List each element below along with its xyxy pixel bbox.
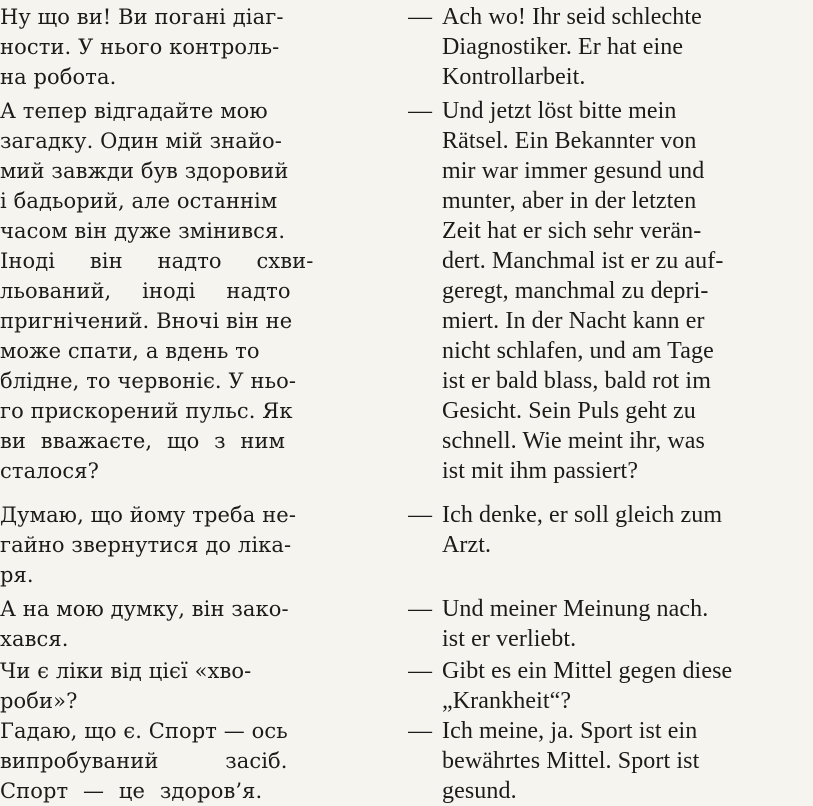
text-line: dert. Manchmal ist er zu auf- bbox=[442, 248, 724, 274]
line-text: Ach wo! Ihr seid schlechte bbox=[442, 4, 702, 30]
text-line: блідне, то червоніє. У ньо- bbox=[0, 369, 297, 393]
de-paragraph-4 bbox=[408, 594, 800, 654]
de-paragraph-5 bbox=[408, 656, 800, 716]
text-line: Ну що ви! Ви погані діаг- bbox=[0, 5, 284, 29]
text-line: пригнічений. Вночі він не bbox=[0, 309, 293, 333]
text-line: часом він дуже змінився. bbox=[0, 219, 286, 243]
text-line: Думаю, що йому треба не- bbox=[0, 503, 297, 527]
text-line: Чи є ліки від цієї «хво- bbox=[0, 659, 252, 683]
text-line: gesund. bbox=[442, 778, 517, 804]
line-text: Ich meine, ja. Sport ist ein bbox=[442, 718, 698, 744]
text-line: Іноді він надто схви- bbox=[0, 249, 314, 273]
text-line: сталося? bbox=[0, 459, 99, 483]
de-paragraph-3 bbox=[408, 500, 800, 560]
de-paragraph-6 bbox=[408, 716, 800, 806]
uk-paragraph-5 bbox=[0, 656, 360, 716]
line-text: Und jetzt löst bitte mein bbox=[442, 98, 677, 124]
text-line: випробуваний засіб. bbox=[0, 749, 288, 773]
text-line: льований, іноді надто bbox=[0, 279, 291, 303]
text-line bbox=[408, 594, 800, 624]
text-line bbox=[408, 96, 800, 126]
text-line: мий завжди був здоровий bbox=[0, 159, 289, 183]
text-line bbox=[408, 500, 800, 530]
text-line bbox=[408, 716, 800, 746]
text-line: го прискорений пульс. Як bbox=[0, 399, 293, 423]
text-line: гайно звернутися до ліка- bbox=[0, 533, 292, 557]
text-line: ist er bald blass, bald rot im bbox=[442, 368, 711, 394]
text-line: geregt, manchmal zu depri- bbox=[442, 278, 709, 304]
text-line: Zeit hat er sich sehr verän- bbox=[442, 218, 702, 244]
de-paragraph-2 bbox=[408, 96, 800, 486]
text-line: bewährtes Mittel. Sport ist bbox=[442, 748, 700, 774]
uk-paragraph-3 bbox=[0, 500, 360, 590]
text-line: на робота. bbox=[0, 65, 117, 89]
text-line: А на мою думку, він зако- bbox=[0, 597, 289, 621]
text-line: Гадаю, що є. Спорт — ось bbox=[0, 719, 288, 743]
em-dash: — bbox=[408, 658, 433, 684]
line-text: Gibt es ein Mittel gegen diese bbox=[442, 658, 733, 684]
text-line: mir war immer gesund und bbox=[442, 158, 705, 184]
text-line: munter, aber in der letzten bbox=[442, 188, 697, 214]
em-dash: — bbox=[408, 4, 433, 30]
text-line: ist mit ihm passiert? bbox=[442, 458, 639, 484]
text-line: і бадьорий, але останнім bbox=[0, 189, 278, 213]
em-dash: — bbox=[408, 502, 433, 528]
text-line: А тепер відгадайте мою bbox=[0, 99, 268, 123]
uk-paragraph-2 bbox=[0, 96, 360, 486]
text-line: ist er verliebt. bbox=[442, 626, 577, 652]
text-line: роби»? bbox=[0, 689, 78, 713]
em-dash: — bbox=[408, 596, 433, 622]
text-line: ности. У нього контроль- bbox=[0, 35, 280, 59]
text-line: Arzt. bbox=[442, 532, 492, 558]
text-line: загадку. Один мій знайо- bbox=[0, 129, 282, 153]
em-dash: — bbox=[408, 98, 433, 124]
text-line: хався. bbox=[0, 627, 69, 651]
text-line: ви вважаєте, що з ним bbox=[0, 429, 286, 453]
uk-paragraph-4 bbox=[0, 594, 360, 654]
text-line: ря. bbox=[0, 563, 34, 587]
text-line: Gesicht. Sein Puls geht zu bbox=[442, 398, 696, 424]
uk-paragraph-1 bbox=[0, 2, 360, 92]
line-text: Ich denke, er soll gleich zum bbox=[442, 502, 723, 528]
text-line: Спорт — це здоров’я. bbox=[0, 779, 263, 803]
text-line: schnell. Wie meint ihr, was bbox=[442, 428, 705, 454]
line-text: Und meiner Meinung nach. bbox=[442, 596, 709, 622]
text-line: Rätsel. Ein Bekannter von bbox=[442, 128, 697, 154]
text-line: може спати, а вдень то bbox=[0, 339, 260, 363]
text-line: Diagnostiker. Er hat eine bbox=[442, 34, 684, 60]
text-line bbox=[408, 2, 800, 32]
de-paragraph-1 bbox=[408, 2, 800, 92]
uk-paragraph-6 bbox=[0, 716, 360, 806]
text-line: nicht schlafen, und am Tage bbox=[442, 338, 714, 364]
em-dash: — bbox=[408, 718, 433, 744]
text-line: miert. In der Nacht kann er bbox=[442, 308, 705, 334]
text-line bbox=[408, 656, 800, 686]
text-line: „Krankheit“? bbox=[442, 688, 572, 714]
text-line: Kontrollarbeit. bbox=[442, 64, 586, 90]
